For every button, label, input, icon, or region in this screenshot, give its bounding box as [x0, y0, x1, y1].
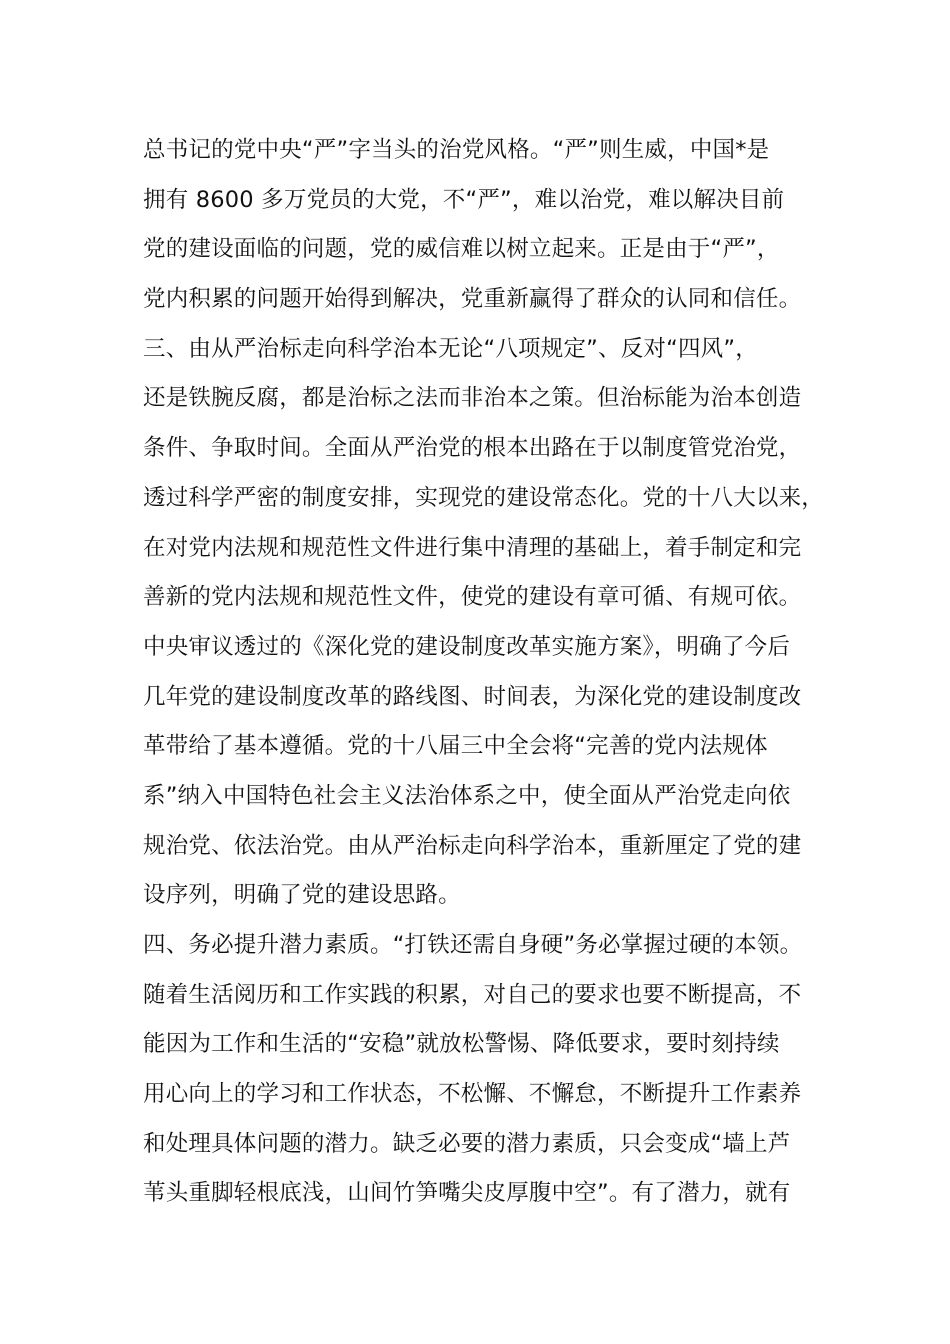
- text-line: 条件、争取时间。全面从严治党的根本出路在于以制度管党治党，: [143, 435, 802, 462]
- section-heading-line: 三、由从严治标走向科学治本无论“八项规定”、反对“四风”，: [143, 335, 758, 362]
- text-line: 苇头重脚轻根底浅，山间竹笋嘴尖皮厚腹中空”。有了潜力，就有: [143, 1180, 791, 1207]
- text-line: 善新的党内法规和规范性文件，使党的建设有章可循、有规可依。: [143, 584, 802, 611]
- text-line: 还是铁腕反腐，都是治标之法而非治本之策。但治标能为治本创造: [143, 385, 802, 412]
- text-line: 革带给了基本遵循。党的十八届三中全会将“完善的党内法规体: [143, 733, 768, 760]
- text-line: 系”纳入中国特色社会主义法治体系之中，使全面从严治党走向依: [143, 782, 791, 809]
- text-line: 中央审议透过的《深化党的建设制度改革实施方案》，明确了今后: [143, 633, 791, 660]
- section-heading-line: 四、务必提升潜力素质。“打铁还需自身硬”务必掌握过硬的本领。: [143, 932, 803, 958]
- text-line: 总书记的党中央“严”字当头的治党风格。“严”则生威，中国*是: [143, 137, 770, 163]
- text-line: 和处理具体问题的潜力。缺乏必要的潜力素质，只会变成“墙上芦: [143, 1130, 791, 1157]
- text-line: 透过科学严密的制度安排，实现党的建设常态化。党的十八大以来，: [143, 484, 825, 511]
- body-text: [143, 126, 833, 1219]
- text-line: 规治党、依法治党。由从严治标走向科学治本，重新厘定了党的建: [143, 832, 802, 859]
- text-line: 拥有 8600 多万党员的大党，不“严”，难以治党，难以解决目前: [143, 186, 785, 213]
- text-line: 设序列，明确了党的建设思路。: [143, 882, 461, 909]
- text-line: 能因为工作和生活的“安稳”就放松警惕、降低要求，要时刻持续: [143, 1031, 780, 1058]
- text-line: 党内积累的问题开始得到解决，党重新赢得了群众的认同和信任。: [143, 286, 802, 313]
- text-line: 在对党内法规和规范性文件进行集中清理的基础上，着手制定和完: [143, 534, 802, 561]
- text-line: 党的建设面临的问题，党的威信难以树立起来。正是由于“严”，: [143, 236, 780, 263]
- text-line: 用心向上的学习和工作状态，不松懈、不懈怠，不断提升工作素养: [143, 1081, 802, 1108]
- text-line: 几年党的建设制度改革的路线图、时间表，为深化党的建设制度改: [143, 683, 802, 710]
- text-line: 随着生活阅历和工作实践的积累，对自己的要求也要不断提高，不: [143, 981, 802, 1008]
